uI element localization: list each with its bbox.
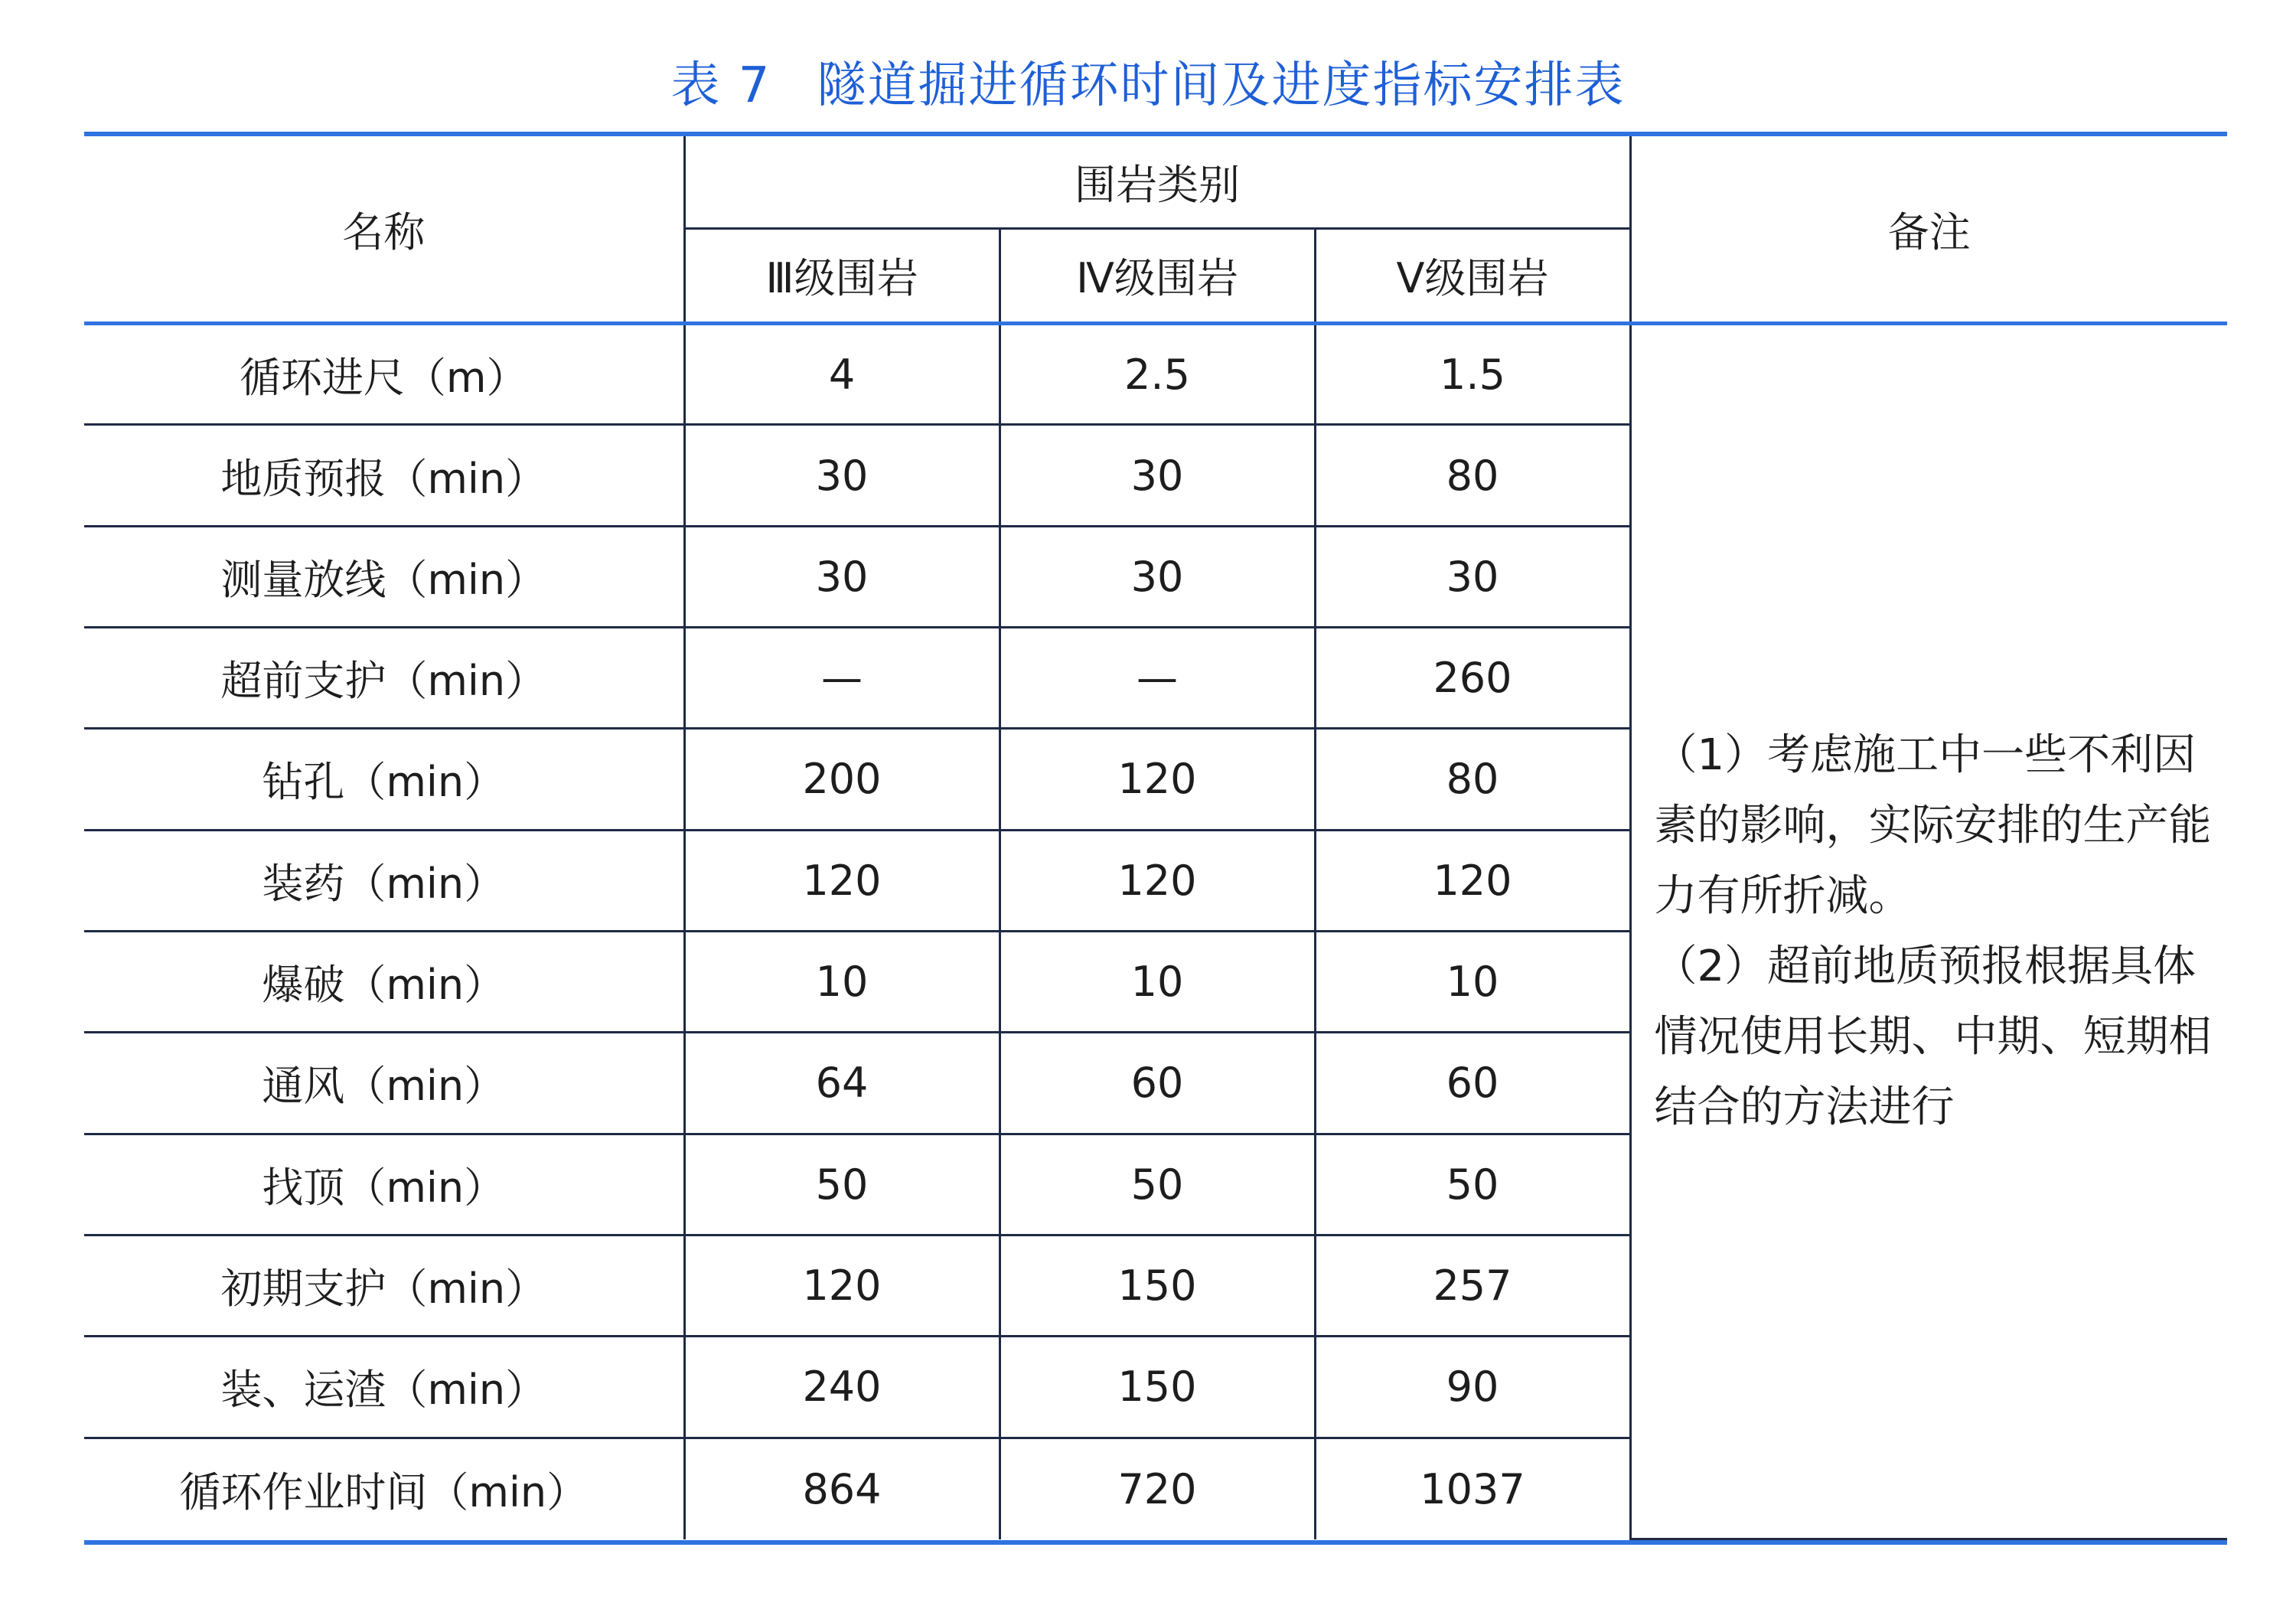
cell-grade-iii: 120 [684,1235,1000,1336]
cell-grade-iii: 10 [684,931,1000,1032]
cell-grade-iv: 2.5 [1000,324,1315,425]
row-label: 爆破（min） [84,931,684,1032]
row-label: 测量放线（min） [84,526,684,627]
header-row-main [84,136,2227,228]
cell-grade-v: 80 [1315,425,1630,526]
cell-grade-iv: 720 [1000,1438,1315,1539]
bottom-rule [84,1540,2227,1545]
cell-grade-iii: 30 [684,526,1000,627]
row-label: 循环作业时间（min） [84,1438,684,1539]
cell-grade-iv: 30 [1000,425,1315,526]
notes-cell [1630,324,2227,1539]
header-name: 名称 [84,136,684,324]
cell-grade-iii: 64 [684,1033,1000,1134]
cell-grade-v: 10 [1315,931,1630,1032]
header-notes: 备注 [1630,136,2227,324]
row-label: 通风（min） [84,1033,684,1134]
row-label: 装、运渣（min） [84,1337,684,1438]
note-2: （2）超前地质预报根据具体情况使用长期、中期、短期相结合的方法进行 [1654,942,2212,1133]
row-label: 初期支护（min） [84,1235,684,1336]
cell-grade-iv: 10 [1000,931,1315,1032]
header-grade-iii: Ⅲ级围岩 [684,228,1000,323]
row-label: 地质预报（min） [84,425,684,526]
cell-grade-iv: 120 [1000,729,1315,830]
row-label: 钻孔（min） [84,729,684,830]
cell-grade-iv: 150 [1000,1235,1315,1336]
cell-grade-iv: 120 [1000,830,1315,931]
cell-grade-v: 50 [1315,1134,1630,1235]
cell-grade-iii: 30 [684,425,1000,526]
cell-grade-iii: 120 [684,830,1000,931]
cell-grade-v: 120 [1315,830,1630,931]
cell-grade-v: 60 [1315,1033,1630,1134]
cell-grade-v: 257 [1315,1235,1630,1336]
cell-grade-v: 80 [1315,729,1630,830]
row-label: 超前支护（min） [84,628,684,729]
header-grade-v: Ⅴ级围岩 [1315,228,1630,323]
note-1: （1）考虑施工中一些不利因素的影响，实际安排的生产能力有所折减。 [1654,730,2212,922]
row-label: 循环进尺（m） [84,324,684,425]
cell-grade-iv: 50 [1000,1134,1315,1235]
schedule-table [84,136,2227,1540]
cell-grade-iii: 864 [684,1438,1000,1539]
cell-grade-iii: 200 [684,729,1000,830]
cell-grade-v: 260 [1315,628,1630,729]
table-number: 表 7 [670,57,771,114]
cell-grade-v: 1037 [1315,1438,1630,1539]
cell-grade-iv: 60 [1000,1033,1315,1134]
cell-grade-iii: 4 [684,324,1000,425]
row-label: 找顶（min） [84,1134,684,1235]
header-grade-iv: Ⅳ级围岩 [1000,228,1315,323]
row-label: 装药（min） [84,830,684,931]
cell-grade-v: 1.5 [1315,324,1630,425]
cell-grade-iv: — [1000,628,1315,729]
table-row [84,324,2227,425]
header-rock-class: 围岩类别 [684,136,1630,228]
cell-grade-iv: 30 [1000,526,1315,627]
cell-grade-iii: 50 [684,1134,1000,1235]
cell-grade-v: 30 [1315,526,1630,627]
cell-grade-v: 90 [1315,1337,1630,1438]
cell-grade-iv: 150 [1000,1337,1315,1438]
cell-grade-iii: 240 [684,1337,1000,1438]
cell-grade-iii: — [684,628,1000,729]
table-caption: 隧道掘进循环时间及进度指标安排表 [817,57,1626,114]
table-title [0,46,2296,116]
